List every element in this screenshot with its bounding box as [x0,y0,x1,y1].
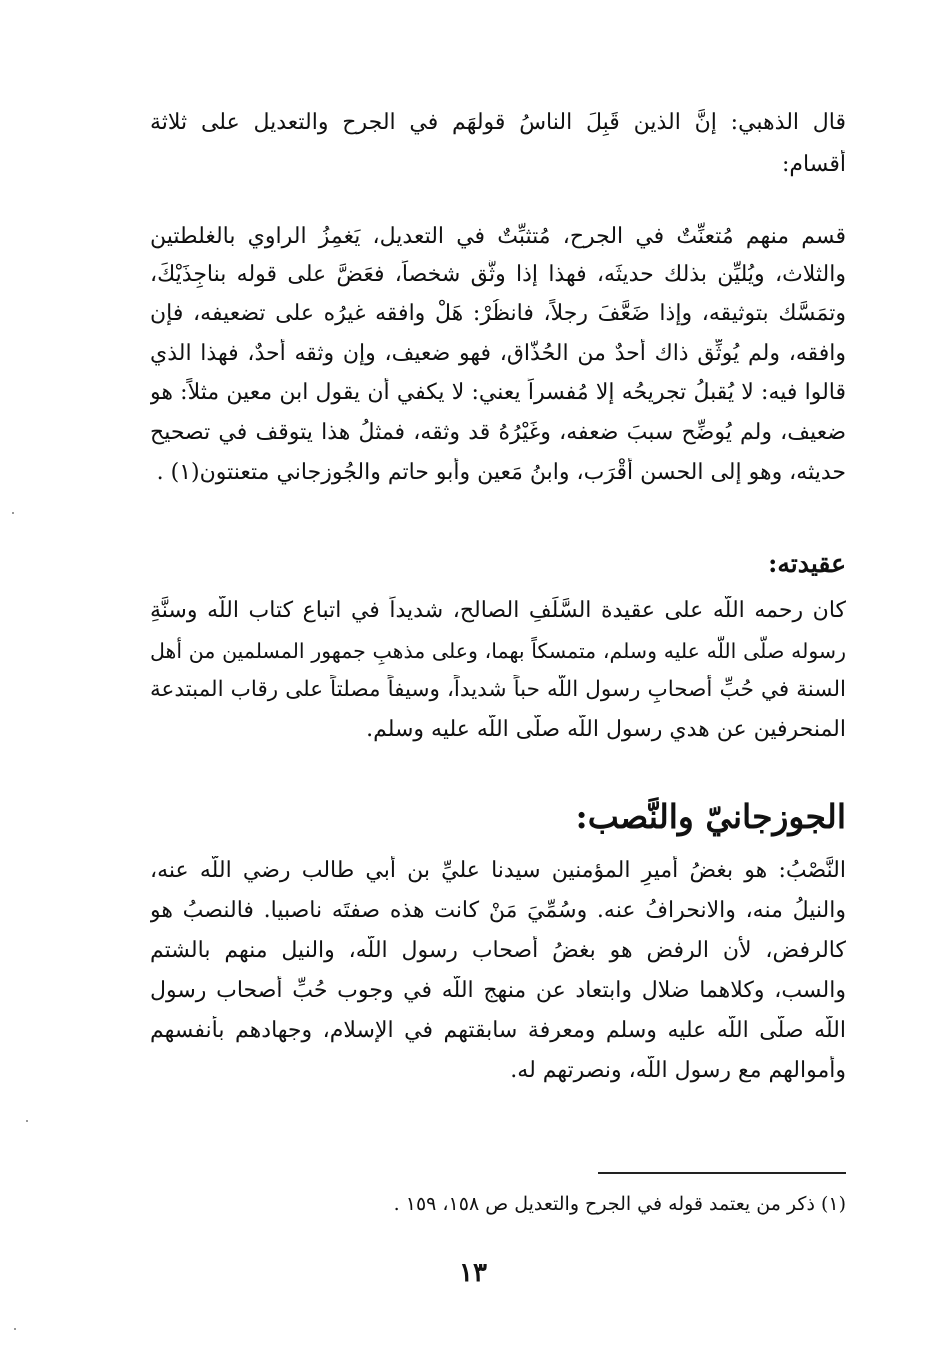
paragraph-2-line-2: والثلاث، ويُليِّن بذلك حديثَه، فهذا إذا وثَّق شخصاً، فعَضَّ على قوله بناجِذَيْكَ، [150,262,846,287]
paragraph-1-line-1: قال الذهبي: إنَّ الذين قَبِلَ الناسُ قولهَم في الجرح والتعديل على ثلاثة [150,110,846,135]
page-number: ١٣ [459,1258,487,1288]
section-heading-aqida: عقيدته: [768,549,846,578]
footnote: (١) ذكر من يعتمد قوله في الجرح والتعديل ص ١٥٨، ١٥٩ . [393,1193,846,1215]
section-1-line-1: كان رحمه اللّه على عقيدة السَّلَفِ الصالح، شديداً في اتباع كتاب اللّه وسنَّةِ [150,598,846,623]
paragraph-1-line-2: أقسام: [782,152,846,177]
section-2-line-2: والنيلُ منه، والانحرافُ عنه. وسُمِّيَ مَنْ كانت هذه صفتَه ناصبيا. فالنصبُ هو [150,898,846,923]
section-heading-nasb: الجوزجانيّ والنَّصب: [575,797,846,836]
scan-speck [14,1328,16,1330]
paragraph-2-line-3: وتمَسَّك بتوثيقه، وإذا ضَعَّفَ رجلاً، فانظُرْ: هَلْ وافقه غيرُه على تضعيفه، فإن [150,301,846,326]
section-1-line-4: المنحرفين عن هدي رسول اللّه صلّى اللّه عليه وسلم. [366,717,846,742]
paragraph-2-line-5: قالوا فيه: لا يُقبلُ تجريحُه إلا مُفسراً يعني: لا يكفي أن يقول ابن معين مثلاً: هو [150,380,846,405]
section-1-line-3: السنة في حُبِّ أصحابِ رسول اللّه حباً شديداً، وسيفاً مصلتاً على رقاب المبتدعة [150,677,846,702]
paragraph-2-line-7: حديثه، وهو إلى الحسن أقْرَب، وابنُ مَعين وأبو حاتم والجُوزجاني متعنتون(١) . [156,460,846,485]
section-2-line-5: اللّه صلّى اللّه عليه وسلم ومعرفة سابقتهم في الإسلام، وجهادهم بأنفسهم [150,1018,846,1043]
scan-speck [26,1120,28,1122]
scan-speck [12,512,14,514]
paragraph-2-line-4: وافقه، ولم يُوثِّق ذاك أحدٌ من الحُذّاق، فهو ضعيف، وإن وثقه أحدٌ، فهذا الذي [150,341,846,366]
section-2-line-3: كالرفض، لأن الرفض هو بغضُ أصحاب رسول اللّه، والنيل منهم بالشتم [150,938,846,963]
section-1-line-2: رسوله صلّى اللّه عليه وسلم، متمسكاً بهما، وعلى مذهبِ جمهور المسلمين من أهل [150,639,846,663]
paragraph-2-line-6: ضعيف، ولم يُوضِّح سببَ ضعفه، وغَيْرُهُ قد وثقه، فمثلُ هذا يتوقف في تصحيح [150,420,846,445]
paragraph-2-line-1: قسم منهم مُتعنِّتٌ في الجرح، مُتثبِّتٌ في التعديل، يَغمِزُ الراوي بالغلطتين [150,224,846,249]
section-2-line-6: وأموالهم مع رسول اللّه، ونصرتهم له. [510,1058,846,1083]
footnote-separator [598,1172,846,1174]
section-2-line-4: والسب، وكلاهما ضلال وابتعاد عن منهج اللّه في وجوب حُبِّ أصحاب رسول [150,978,846,1003]
section-2-line-1: النَّصْبُ: هو بغضُ أميرِ المؤمنين سيدنا عليِّ بن أبي طالب رضي اللّه عنه، [150,858,846,883]
